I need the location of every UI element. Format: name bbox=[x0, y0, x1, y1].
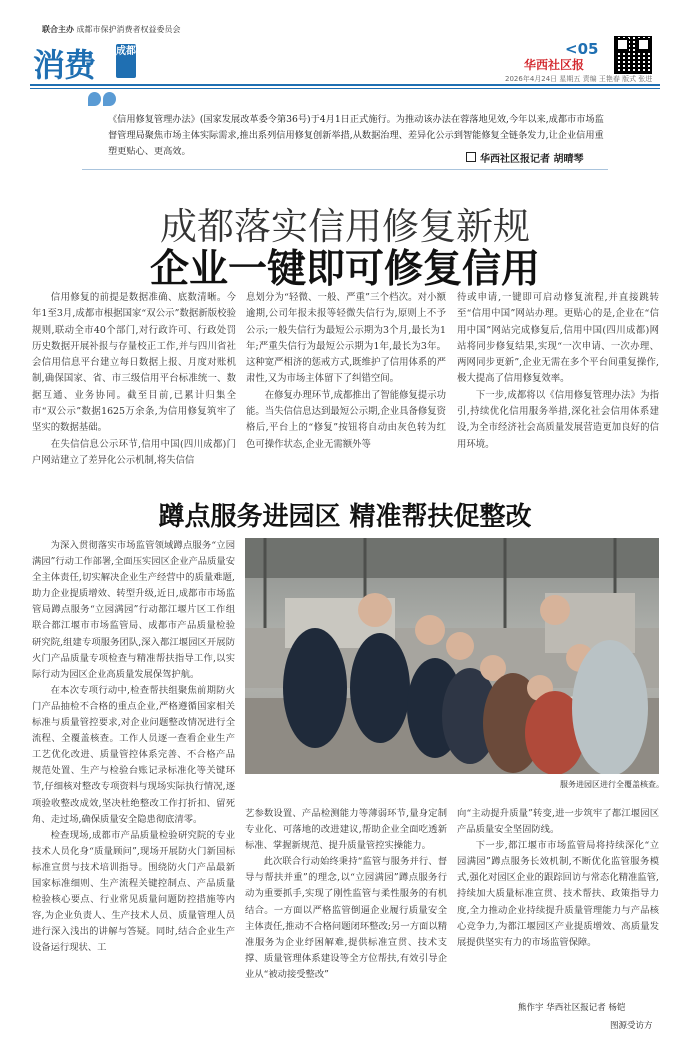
headline-secondary: 企业一键即可修复信用 bbox=[149, 247, 540, 292]
article2-column-3 bbox=[457, 806, 659, 951]
issue-meta: 2026年4月24日 星期五 责编 王艳春 版式 张进 bbox=[505, 75, 653, 83]
photo-caption: 服务进园区进行全覆盖核查。 bbox=[560, 780, 664, 789]
organizer-line bbox=[42, 24, 181, 35]
author-signature: 熊作宇 华西社区报记者 杨铠 bbox=[518, 1003, 626, 1013]
page-number: <05 bbox=[565, 40, 599, 58]
newspaper-brand: 华西社区报 bbox=[524, 58, 585, 72]
byline-text: 华西社区报记者 胡晴琴 bbox=[480, 154, 584, 165]
paragraph: 为深入贯彻落实市场监管领域蹲点服务“立园满园”行动工作部署,全面压实园区企业产品质量安全主体责任,切实解决企业生产经营中的质量难题,助力企业提质增效、转型升级,近日,成都市市场监管局蹲点服务“立园满园”行动都江堰片区工作组联合都江堰市市场监管局、成都市产品质量检验研究院,组建专项服务团队,深入都江堰园区开展防火门产品质量专项检查与精准帮扶指导工作,以实际行动为园区企业高质量发展保驾护航。 bbox=[32, 540, 235, 680]
photo-credit: 图源受访方 bbox=[610, 1021, 653, 1031]
organizer-name: 成都市保护消费者权益委员会 bbox=[76, 25, 181, 34]
headline-main: 成都落实信用修复新规 bbox=[160, 205, 530, 248]
paragraph: 在修复办理环节,成都推出了智能修复提示功能。当失信信息达到最短公示期,企业具备修复资格后,平台上的“修复”按钮将自动由灰色转为红色可操作状态,企业无需额外等 bbox=[246, 389, 446, 450]
section-masthead: 消费 bbox=[33, 46, 96, 84]
paragraph: 下一步,都江堰市市场监管局将持续深化“立园满园”蹲点服务长效机制,不断优化监管服务模式,强化对园区企业的跟踪回访与常态化精准监管,持续加大质量标准宣贯、技术帮扶、政策指导力度,全力推动企业持续提升质量管理能力与产品核心竞争力,为都江堰园区产业提质增效、高质量发展提供坚实有力的市场监管保障。 bbox=[457, 840, 659, 948]
paragraph: 此次联合行动始终秉持“监管与服务并行、督导与帮扶并重”的理念,以“立园满园”蹲点服务行动为重要抓手,实现了刚性监管与柔性服务的有机结合。一方面以严格监管倒逼企业履行质量安全主体责任,推动不合格问题闭环整改;另一方面以精准服务为企业纾困解难,提供标准宣贯、技术支撑、质量管理体系建设等全方位帮扶,有效引导企业从“被动接受整改” bbox=[245, 856, 447, 980]
paragraph: 在本次专项行动中,检查帮扶组聚焦前期防火门产品抽检不合格的重点企业,严格遵循国家相关标准与质量管控要求,对企业问题整改情况进行全流程、全覆盖核查。工作人员逐一查看企业生产工艺优化改进、质量管控体系完善、不合格产品规范处置、生产与检验台账记录标准化等关键环节,仔细核对整改专项资料与现场实际执行情况,逐项验收整改成效,坚决杜绝整改工作打折扣、留死角、走过场,确保质量安全隐患彻底清零。 bbox=[32, 684, 235, 825]
paragraph: 检查现场,成都市产品质量检验研究院的专业技术人员化身“质量顾问”,现场开展防火门新国标标准宣贯与技术培训指导。围绕防火门产品最新国家标准细则、生产流程关键控制点、产品质量检验核心要点、行业常见质量问题防控措施等内容,为企业负责人、生产技术人员、质量管理人员进行深入浅出的讲解与答疑。同时,结合企业生产设备运行现状、工 bbox=[32, 829, 235, 954]
paragraph: 息划分为“轻微、一般、严重”三个档次。对小额逾期,公司年报未报等轻微失信行为,原则上不予公示;一般失信行为最短公示期为3个月,最长为1年;严重失信行为最短公示期为1年,最长为3年。这种宽严相济的惩戒方式,既维护了信用体系的严肃性,又为市场主体留下了纠错空间。 bbox=[246, 292, 446, 385]
article2-column-1 bbox=[32, 538, 235, 956]
paragraph: 艺参数设置、产品检测能力等薄弱环节,量身定制专业化、可落地的改进建议,帮助企业全面吃透新标准、掌握新规范、提升质量管控实操能力。 bbox=[245, 808, 447, 852]
article1-column-3 bbox=[457, 290, 659, 453]
paragraph: 向“主动提升质量”转变,进一步筑牢了都江堰园区产品质量安全坚固防线。 bbox=[457, 808, 659, 836]
headline-article2: 蹲点服务进园区 精准帮扶促整改 bbox=[158, 502, 532, 532]
paragraph: 待或申请,一键即可启动修复流程,并直接跳转至“信用中国”网站办理。更贴心的是,企业在“信用中国”网站完成修复后,信用中国(四川成都)网站将同步修复结果,实现“一次申请、一次办理、两网同步更新”,企业无需在多个平台间重复操作,极大提高了信用修复效率。 bbox=[457, 292, 659, 385]
qr-code-icon bbox=[614, 36, 652, 74]
header-rule bbox=[30, 84, 660, 86]
article1-column-2 bbox=[246, 290, 446, 453]
intro-text: 《信用修复管理办法》(国家发展改革委令第36号)于4月1日正式施行。为推动该办法在蓉落地见效,今年以来,成都市市场监督管理局聚焦市场主体实际需求,推出系列信用修复创新举措,从数据治理、差异化公示到智能修复全链条发力,让企业信用重塑更贴心、更高效。 bbox=[108, 114, 604, 157]
section-masthead-sub: 成都 bbox=[116, 44, 136, 78]
organizer-label: 联合主办 bbox=[42, 25, 74, 34]
square-icon bbox=[466, 152, 476, 162]
factory-inspection-photo bbox=[245, 538, 659, 774]
paragraph: 在失信信息公示环节,信用中国(四川成都)门户网站建立了差异化公示机制,将失信信 bbox=[32, 438, 236, 466]
paragraph: 信用修复的前提是数据准确、底数清晰。今年1至3月,成都市根据国家“双公示”数据新版校验规则,联动全市40个部门,对行政许可、行政处罚历史数据开展补报与存量校正工作,并与四川省社会信用信息平台建立每日数据上报、月度对账机制,确保国家、省、市三级信用平台标准统一、数据互通、业务协同。截至目前,已累计归集全市“双公示”数据1625万余条,为信用修复筑牢了坚实的数据基础。 bbox=[32, 292, 236, 434]
news-photo bbox=[245, 538, 659, 774]
quote-icon bbox=[88, 91, 118, 108]
paragraph: 下一步,成都将以《信用修复管理办法》为指引,持续优化信用服务举措,深化社会信用体系建设,为全市经济社会高质量发展营造更加良好的信用环境。 bbox=[457, 389, 659, 450]
intro-byline bbox=[466, 150, 583, 165]
article2-column-2 bbox=[245, 806, 447, 983]
article1-column-1 bbox=[32, 290, 236, 469]
header-rule-thin bbox=[30, 88, 660, 89]
